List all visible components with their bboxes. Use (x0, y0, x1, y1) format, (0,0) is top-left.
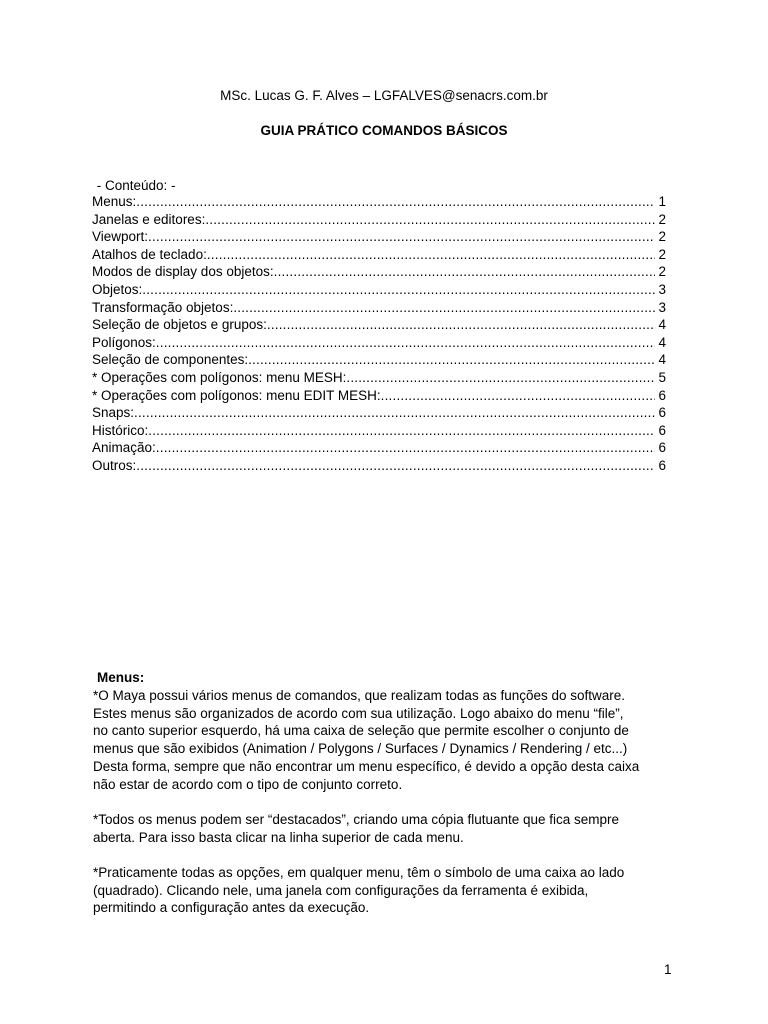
paragraph-line: permitindo a configuração antes da execução. (93, 900, 370, 916)
paragraph-line: (quadrado). Clicando nele, uma janela com configurações da ferramenta é exibida, (93, 882, 589, 898)
toc-entry-page: 3 (658, 281, 666, 297)
toc-entry-label: Polígonos: (92, 334, 156, 350)
toc-leader-dots (156, 439, 656, 457)
paragraph-line: *Praticamente todas as opções, em qualquer menu, têm o símbolo de uma caixa ao lado (93, 865, 625, 880)
menus-paragraph-3 (93, 864, 683, 917)
toc-entry-menu-edit-mesh[interactable] (92, 387, 666, 405)
toc-entry-label: Seleção de componentes: (92, 352, 249, 368)
paragraph-line: no canto superior esquerdo, há uma caixa de seleção que permite escolher o conjunto de (93, 723, 629, 739)
toc-entry-page: 6 (658, 440, 666, 456)
paragraph-line: não estar de acordo com o tipo de conjunto correto. (93, 776, 403, 792)
toc-entry-label: Janelas e editores: (92, 211, 206, 227)
toc-entry-atalhos[interactable] (92, 246, 666, 264)
toc-leader-dots (207, 246, 656, 264)
toc-entry-modos-display[interactable] (92, 263, 666, 281)
toc-leader-dots (136, 457, 655, 475)
toc-entry-label: * Operações com polígonos: menu EDIT MESH: (92, 387, 381, 403)
toc-entry-label: Seleção de objetos e grupos: (92, 317, 267, 333)
toc-entry-janelas[interactable] (92, 211, 666, 229)
toc-leader-dots (205, 211, 655, 229)
toc-entry-label: Animação: (92, 440, 156, 456)
toc-leader-dots (267, 316, 656, 334)
paragraph-line: aberta. Para isso basta clicar na linha superior de cada menu. (93, 829, 464, 845)
toc-entry-page: 4 (658, 352, 666, 368)
toc-entry-page: 2 (658, 264, 666, 280)
toc-entry-transformacao[interactable] (92, 299, 666, 317)
toc-leader-dots (381, 387, 656, 405)
toc-leader-dots (142, 281, 655, 299)
menus-paragraph-2 (93, 811, 683, 846)
menus-paragraph-1 (93, 687, 683, 793)
toc-entry-page: 1 (658, 194, 666, 209)
toc-entry-label: Atalhos de teclado: (92, 246, 207, 262)
toc-entry-menu-mesh[interactable] (92, 369, 666, 387)
toc-entry-viewport[interactable] (92, 228, 666, 246)
paragraph-line: Estes menus são organizados de acordo com sua utilização. Logo abaixo do menu “file”, (93, 705, 624, 721)
toc-entry-page: 2 (658, 211, 666, 227)
toc-entry-page: 6 (658, 457, 666, 473)
toc-entry-page: 4 (658, 334, 666, 350)
document-title: GUIA PRÁTICO COMANDOS BÁSICOS (260, 123, 508, 138)
toc-entry-menus[interactable] (92, 193, 666, 211)
menus-section-heading: Menus: (97, 670, 145, 685)
toc-entry-label: Menus: (92, 194, 137, 209)
toc-leader-dots (156, 334, 656, 352)
toc-entry-page: 3 (658, 299, 666, 315)
toc-leader-dots (136, 193, 655, 211)
toc-entry-label: Modos de display dos objetos: (92, 264, 274, 280)
toc-leader-dots (233, 299, 655, 317)
toc-entry-label: * Operações com polígonos: menu MESH: (92, 369, 347, 385)
table-of-contents (92, 193, 666, 475)
toc-entry-page: 2 (658, 229, 666, 245)
toc-entry-animacao[interactable] (92, 439, 666, 457)
toc-entry-label: Outros: (92, 457, 137, 473)
toc-entry-label: Viewport: (92, 229, 149, 245)
page-number: 1 (664, 962, 672, 977)
toc-entry-poligonos[interactable] (92, 334, 666, 352)
toc-leader-dots (148, 422, 655, 440)
toc-entry-page: 6 (658, 405, 666, 421)
toc-entry-page: 6 (658, 422, 666, 438)
toc-leader-dots (248, 351, 655, 369)
toc-entry-page: 6 (658, 387, 666, 403)
toc-heading: - Conteúdo: - (93, 178, 176, 193)
toc-entry-objetos[interactable] (92, 281, 666, 299)
paragraph-line: Desta forma, sempre que não encontrar um menu específico, é devido a opção desta caixa (93, 758, 640, 774)
toc-leader-dots (346, 369, 655, 387)
toc-entry-label: Objetos: (92, 281, 143, 297)
toc-entry-selecao-componentes[interactable] (92, 351, 666, 369)
toc-entry-label: Snaps: (92, 405, 135, 421)
toc-entry-page: 5 (658, 369, 666, 385)
toc-entry-selecao-objetos[interactable] (92, 316, 666, 334)
toc-leader-dots (134, 404, 655, 422)
toc-entry-outros[interactable] (92, 457, 666, 475)
toc-entry-historico[interactable] (92, 422, 666, 440)
author-line: MSc. Lucas G. F. Alves – LGFALVES@senacrs.com.br (220, 88, 548, 103)
toc-entry-snaps[interactable] (92, 404, 666, 422)
toc-entry-page: 2 (658, 246, 666, 262)
paragraph-line: *Todos os menus podem ser “destacados”, criando uma cópia flutuante que fica sempre (93, 812, 620, 827)
paragraph-line: *O Maya possui vários menus de comandos, que realizam todas as funções do software. (93, 688, 626, 703)
paragraph-line: menus que são exibidos (Animation / Polygons / Surfaces / Dynamics / Rendering / etc...) (93, 741, 628, 757)
toc-entry-page: 4 (658, 317, 666, 333)
toc-leader-dots (274, 263, 656, 281)
toc-entry-label: Transformação objetos: (92, 299, 234, 315)
toc-leader-dots (148, 228, 655, 246)
toc-entry-label: Histórico: (92, 422, 149, 438)
